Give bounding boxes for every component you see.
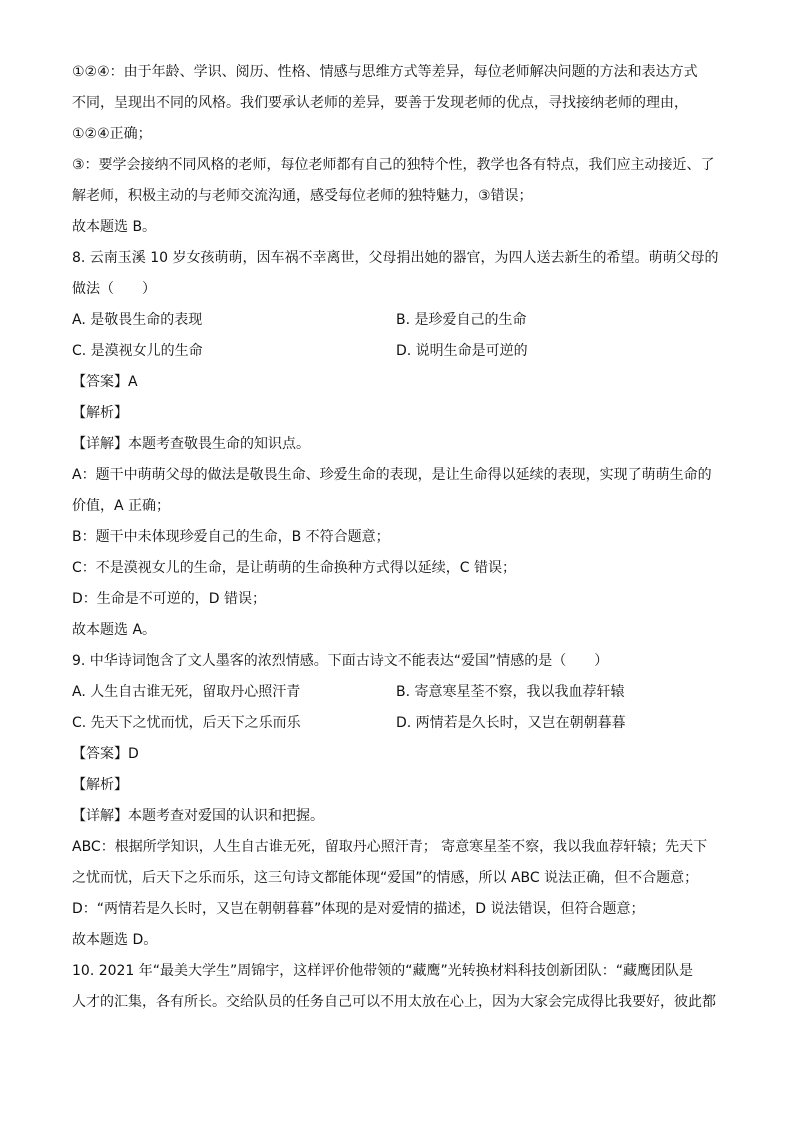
q9-detail-line-3: 之忧而忧，后天下之乐而乐，这三句诗文都能体现“爱国”的情感，所以 ABC 说法正确，但不合题意； bbox=[72, 870, 699, 886]
q9-detail-line-4: D：“两情若是久长时，又岂在朝朝暮暮”体现的是对爱情的描述，D 说法错误，但符合题意； bbox=[72, 901, 645, 917]
q8-stem-line-1: 8. 云南玉溪 10 岁女孩萌萌，因车祸不幸离世，父母捐出她的器官，为四人送去新生的希望。萌萌父母的 bbox=[72, 250, 719, 266]
q7-line-5: 解老师，积极主动的与老师交流沟通，感受每位老师的独特魅力，③错误； bbox=[72, 188, 533, 204]
q8-stem-line-2: 做法（ ） bbox=[72, 281, 156, 297]
q8-option-c: C. 是漠视女儿的生命 bbox=[72, 343, 203, 359]
q9-detail-line-1: 【详解】本题考查对爱国的认识和把握。 bbox=[72, 808, 324, 824]
q8-option-a: A. 是敬畏生命的表现 bbox=[72, 312, 203, 328]
q7-line-4: ③：要学会接纳不同风格的老师，每位老师都有自己的独特个性，教学也各有特点，我们应主动接近、了 bbox=[72, 157, 715, 173]
q7-line-2: 不同，呈现出不同的风格。我们要承认老师的差异，要善于发现老师的优点，寻找接纳老师的理由， bbox=[72, 95, 688, 111]
q9-stem-line-1: 9. 中华诗词饱含了文人墨客的浓烈情感。下面古诗文不能表达“爱国”情感的是（ ） bbox=[72, 653, 609, 669]
q8-detail-line-3: 价值，A 正确； bbox=[72, 498, 171, 514]
q9-conclusion: 故本题选 D。 bbox=[72, 932, 158, 948]
q9-option-d: D. 两情若是久长时，又岂在朝朝暮暮 bbox=[396, 715, 626, 731]
q10-stem-line-2: 人才的汇集，各有所长。交给队员的任务自己可以不用太放在心上，因为大家会完成得比我要好，彼此都 bbox=[72, 994, 716, 1010]
q9-answer: 【答案】D bbox=[72, 746, 139, 762]
q8-detail-line-4: B：题干中未体现珍爱自己的生命，B 不符合题意； bbox=[72, 529, 390, 545]
q7-line-3: ①②④正确； bbox=[72, 126, 152, 142]
q10-stem-line-1: 10. 2021 年“最美大学生”周锦宇，这样评价他带领的“藏鹰”光转换材料科技创新团队：“藏鹰团队是 bbox=[72, 963, 694, 979]
q8-option-b: B. 是珍爱自己的生命 bbox=[396, 312, 527, 328]
q8-detail-line-5: C：不是漠视女儿的生命，是让萌萌的生命换种方式得以延续，C 错误； bbox=[72, 560, 516, 576]
q9-analysis-label: 【解析】 bbox=[72, 777, 128, 793]
q8-detail-line-2: A：题干中萌萌父母的做法是敬畏生命、珍爱生命的表现，是让生命得以延续的表现，实现了萌萌生命的 bbox=[72, 467, 712, 483]
q8-detail-line-1: 【详解】本题考查敬畏生命的知识点。 bbox=[72, 436, 310, 452]
q9-option-b: B. 寄意寒星荃不察，我以我血荐轩辕 bbox=[396, 684, 625, 700]
q7-conclusion: 故本题选 B。 bbox=[72, 219, 157, 235]
q9-option-c: C. 先天下之忧而忧，后天下之乐而乐 bbox=[72, 715, 301, 731]
q8-option-d: D. 说明生命是可逆的 bbox=[396, 343, 528, 359]
q8-conclusion: 故本题选 A。 bbox=[72, 622, 157, 638]
q9-detail-line-2: ABC：根据所学知识，人生自古谁无死，留取丹心照汗青； 寄意寒星荃不察，我以我血荐轩辕；先天下 bbox=[72, 839, 708, 855]
q9-option-a: A. 人生自古谁无死，留取丹心照汗青 bbox=[72, 684, 301, 700]
q8-detail-line-6: D：生命是不可逆的，D 错误； bbox=[72, 591, 267, 607]
q8-analysis-label: 【解析】 bbox=[72, 405, 128, 421]
q7-line-1: ①②④：由于年龄、学识、阅历、性格、情感与思维方式等差异，每位老师解决问题的方法和表达方式 bbox=[72, 64, 698, 80]
q8-answer: 【答案】A bbox=[72, 374, 138, 390]
